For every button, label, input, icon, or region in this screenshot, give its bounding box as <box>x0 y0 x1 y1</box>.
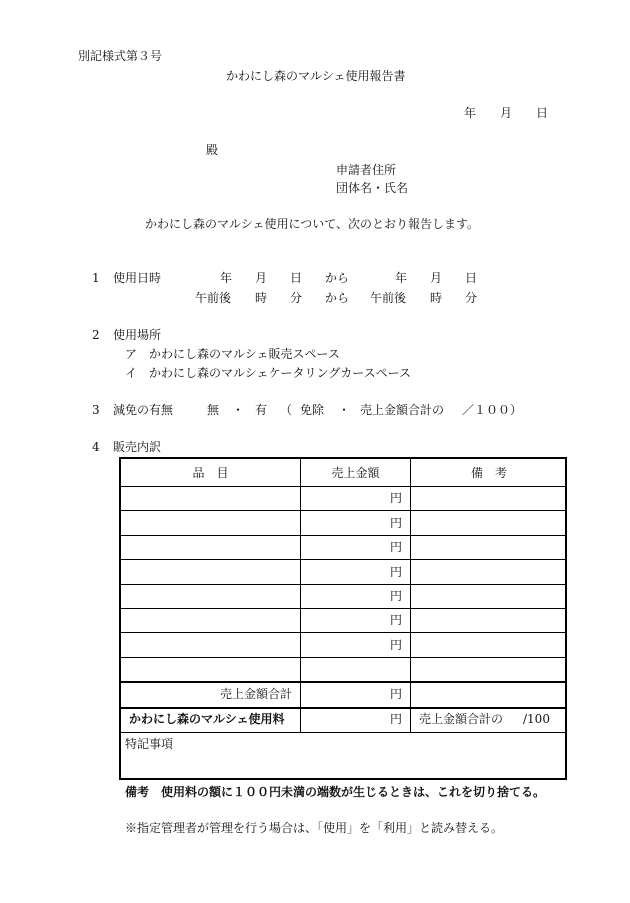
row-divider <box>121 510 565 511</box>
end-ampm: 午前後 <box>370 291 407 305</box>
section-label: 使用場所 <box>113 328 162 342</box>
usage-fee-yen: 円 <box>389 712 402 726</box>
row-divider <box>121 632 565 633</box>
row-divider <box>121 707 565 709</box>
section-number: 1 <box>92 271 100 285</box>
start-minute: 分 <box>290 291 303 305</box>
total-label: 売上金額合計 <box>219 687 292 701</box>
usage-fee-label: かわにし森のマルシェ使用料 <box>129 712 285 726</box>
column-divider <box>410 459 411 733</box>
date-year: 年 <box>464 106 477 120</box>
open-paren: （ <box>280 403 293 417</box>
header-item: 品 目 <box>192 466 229 480</box>
row-divider <box>121 681 565 683</box>
section-number: 3 <box>92 403 100 417</box>
document-title: かわにし森のマルシェ使用報告書 <box>226 69 406 83</box>
date-month: 月 <box>500 106 513 120</box>
reduction-yes: 有 <box>255 403 268 417</box>
row-divider <box>121 732 565 733</box>
remarks-text: 使用料の額に１００円未満の端数が生じるときは、これを切り捨てる。 <box>161 785 546 799</box>
reduction-exempt: 免除 <box>300 403 325 417</box>
special-notes-label: 特記事項 <box>125 737 174 751</box>
section-label: 販売内訳 <box>113 440 162 454</box>
start-day: 日 <box>290 271 303 285</box>
reduction-none: 無 <box>207 403 220 417</box>
end-minute: 分 <box>465 291 478 305</box>
header-sales: 売上金額 <box>331 466 380 480</box>
reduction-ratio-suffix: ／１００） <box>462 403 523 417</box>
designated-manager-note: ※指定管理者が管理を行う場合は、「使用」を「利用」と読み替える。 <box>125 821 504 835</box>
row-divider <box>121 559 565 560</box>
start-year: 年 <box>220 271 233 285</box>
date-day: 日 <box>536 106 549 120</box>
end-month: 月 <box>430 271 443 285</box>
row-divider <box>121 535 565 536</box>
header-remarks: 備 考 <box>470 466 507 480</box>
remarks-label: 備考 <box>125 785 150 799</box>
to-text: から <box>325 291 350 305</box>
applicant-address-label: 申請者住所 <box>336 163 397 177</box>
yen-cell: 円 <box>389 638 402 652</box>
row-divider <box>121 608 565 609</box>
usage-fee-remark: 売上金額合計の <box>419 712 504 726</box>
addressee-honorific: 殿 <box>206 143 219 157</box>
form-number: 別記様式第３号 <box>78 49 163 63</box>
section-number: 2 <box>92 328 100 342</box>
yen-cell: 円 <box>389 565 402 579</box>
yen-cell: 円 <box>389 491 402 505</box>
usage-fee-remark-suffix: /100 <box>523 712 550 726</box>
place-option-b: イ かわにし森のマルシェケータリングカースペース <box>125 366 412 380</box>
end-year: 年 <box>395 271 408 285</box>
yen-cell: 円 <box>389 540 402 554</box>
start-ampm: 午前後 <box>195 291 232 305</box>
row-divider <box>121 657 565 658</box>
reduction-ratio: 売上金額合計の <box>360 403 445 417</box>
start-month: 月 <box>255 271 268 285</box>
row-divider <box>121 584 565 585</box>
section-number: 4 <box>92 440 100 454</box>
sales-breakdown-table <box>119 457 567 780</box>
from-text: から <box>325 271 350 285</box>
section-label: 減免の有無 <box>113 403 174 417</box>
section-label: 使用日時 <box>113 271 162 285</box>
place-option-a: ア かわにし森のマルシェ販売スペース <box>125 347 340 361</box>
yen-cell: 円 <box>389 613 402 627</box>
separator-dot: ・ <box>232 403 245 417</box>
end-hour: 時 <box>430 291 443 305</box>
yen-cell: 円 <box>389 589 402 603</box>
intro-text: かわにし森のマルシェ使用について、次のとおり報告します。 <box>145 217 480 231</box>
yen-cell: 円 <box>389 516 402 530</box>
start-hour: 時 <box>255 291 268 305</box>
row-divider <box>121 486 565 487</box>
end-day: 日 <box>465 271 478 285</box>
applicant-name-label: 団体名・氏名 <box>336 181 409 195</box>
separator-dot-2: ・ <box>338 403 351 417</box>
total-yen: 円 <box>389 687 402 701</box>
